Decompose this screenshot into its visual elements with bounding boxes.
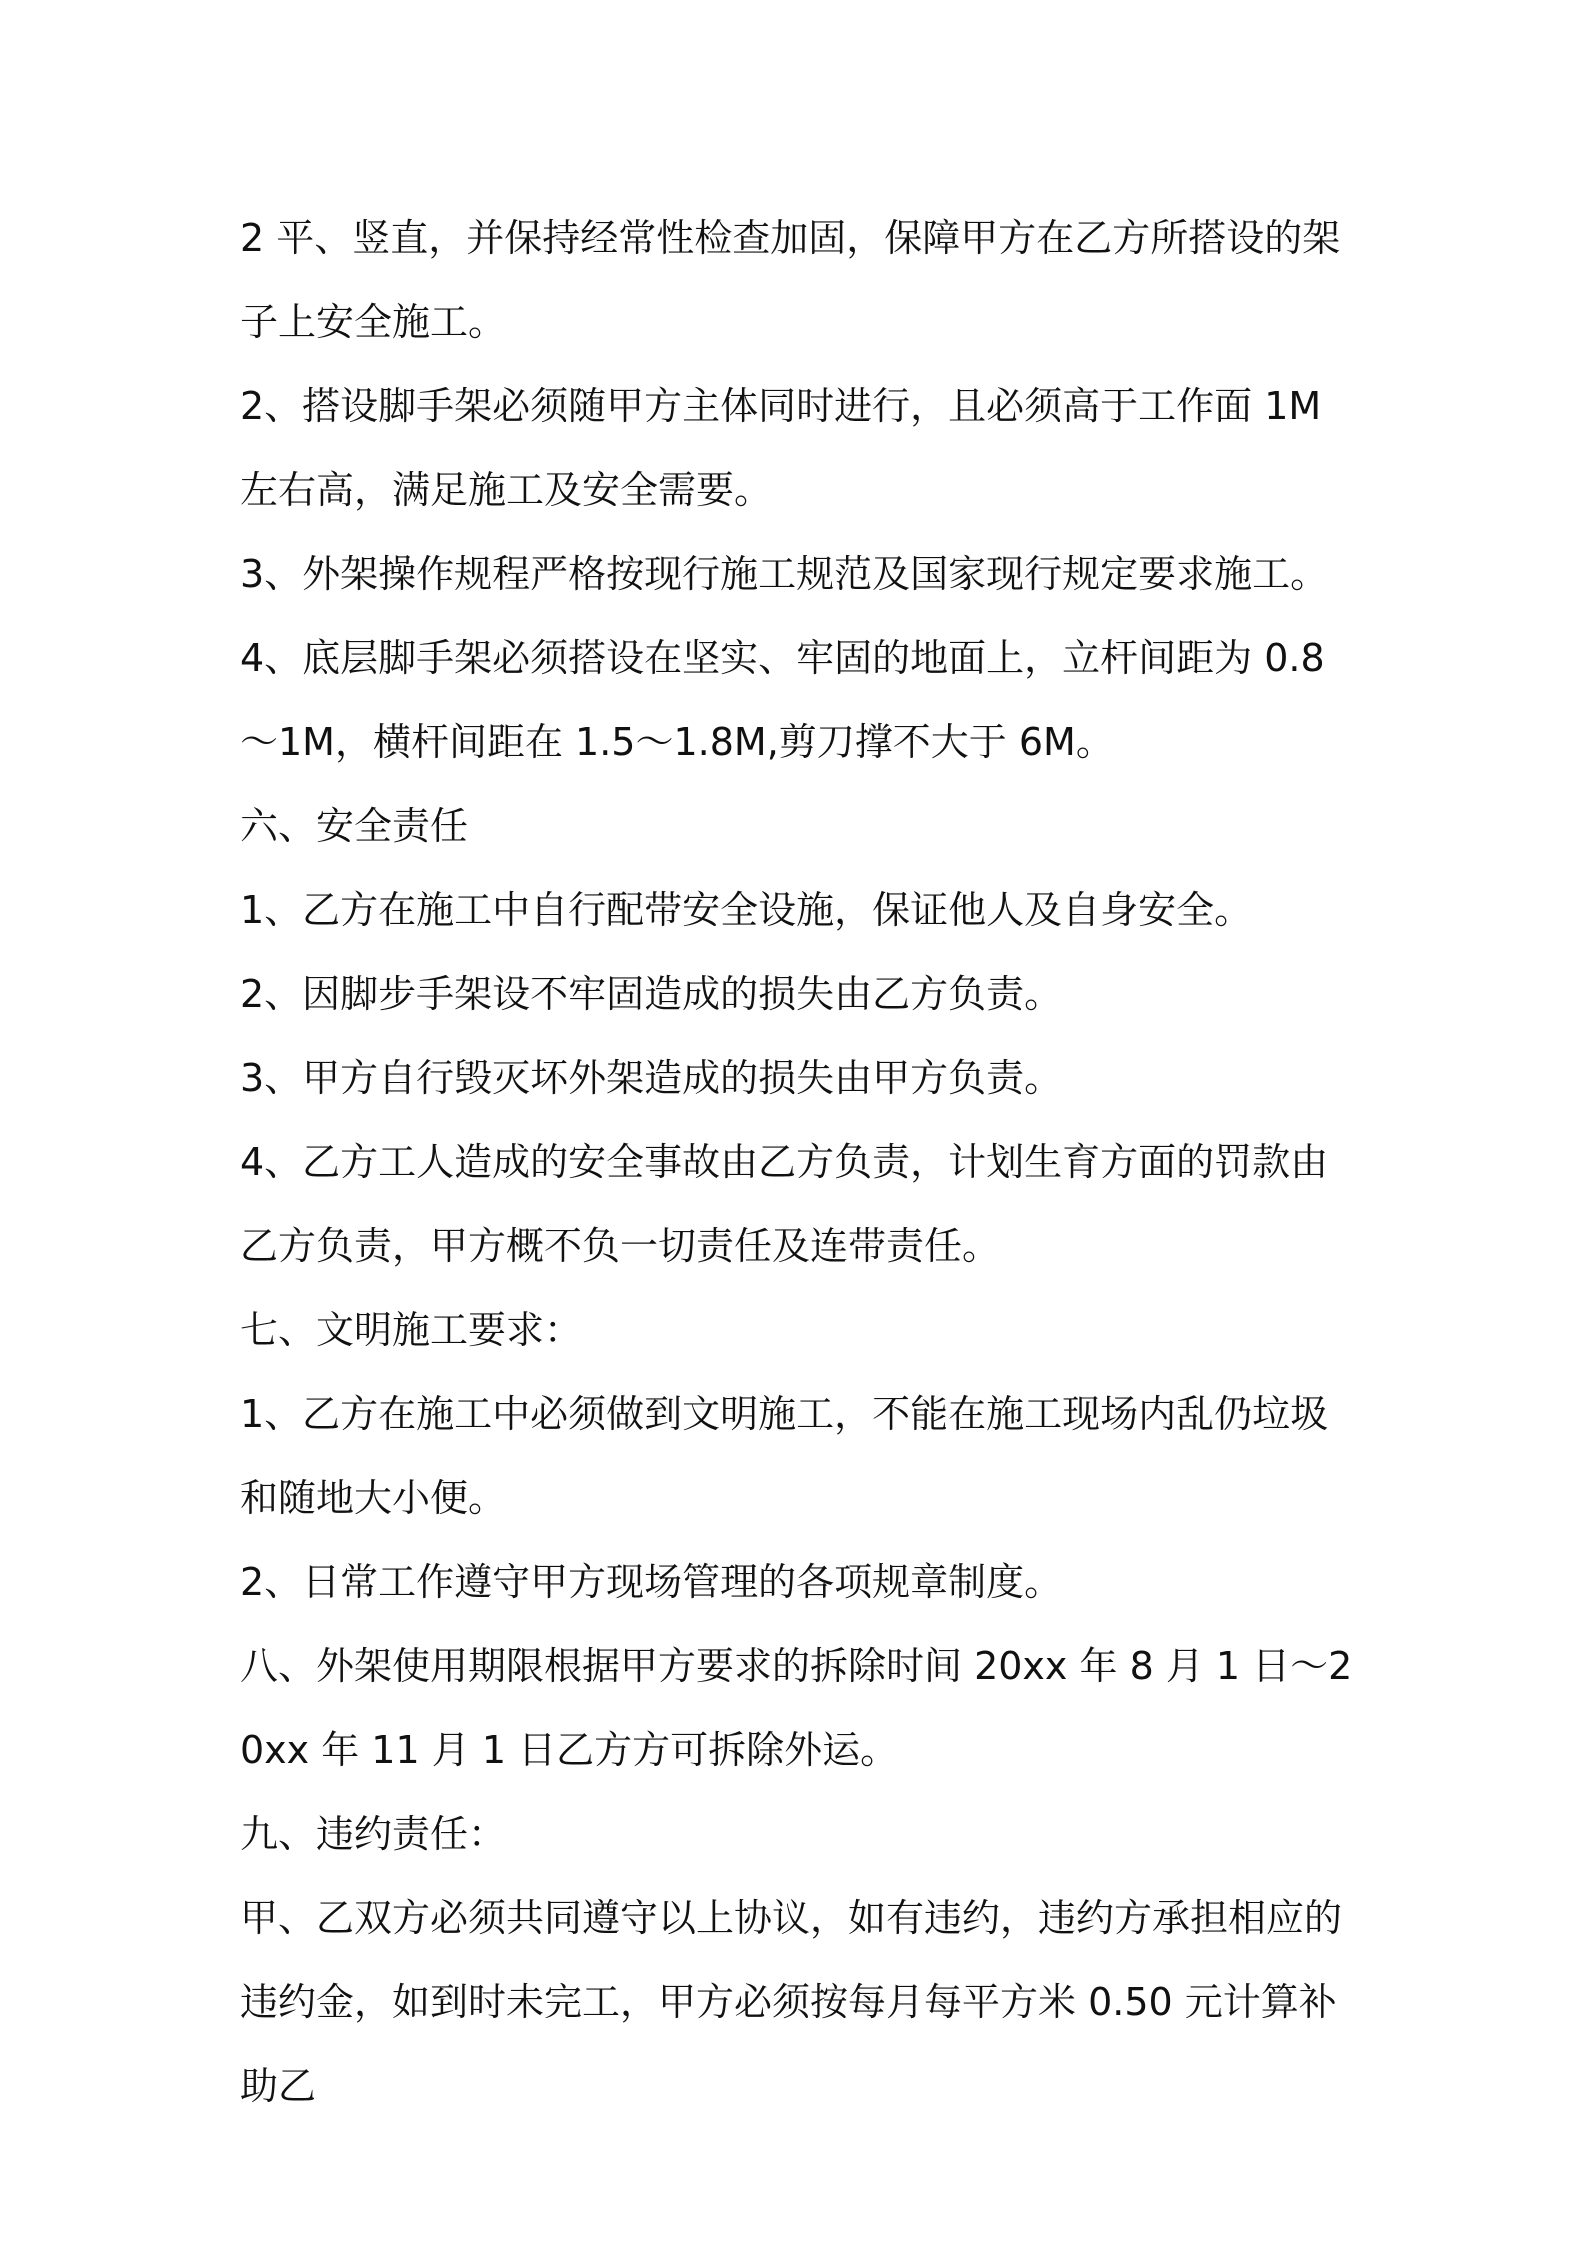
paragraph-breach-liability: 甲、乙双方必须共同遵守以上协议，如有违约，违约方承担相应的违约金，如到时未完工，甲方必须按每月每平方米 0.50 元计算补助乙	[240, 1896, 1343, 2108]
section-heading-breach-liability: 九、违约责任：	[240, 1812, 507, 1856]
paragraph-safety-2: 2、因脚步手架设不牢固造成的损失由乙方负责。	[240, 972, 1063, 1016]
paragraph-civilized-2: 2、日常工作遵守甲方现场管理的各项规章制度。	[240, 1560, 1063, 1604]
paragraph-safety-4: 4、乙方工人造成的安全事故由乙方负责，计划生育方面的罚款由乙方负责，甲方概不负一切责任及连带责任。	[240, 1140, 1329, 1268]
paragraph-item-4-pole-spacing: 4、底层脚手架必须搭设在坚实、牢固的地面上，立杆间距为 0.8～1M，横杆间距在 1.5～1.8M,剪刀撑不大于 6M。	[240, 636, 1325, 764]
paragraph-item-3-operating-rules: 3、外架操作规程严格按现行施工规范及国家现行规定要求施工。	[240, 552, 1329, 596]
section-heading-safety-responsibility: 六、安全责任	[240, 804, 469, 848]
paragraph-safety-1: 1、乙方在施工中自行配带安全设施，保证他人及自身安全。	[240, 888, 1253, 932]
document-body	[240, 196, 1360, 2128]
paragraph-civilized-1: 1、乙方在施工中必须做到文明施工，不能在施工现场内乱仍垃圾和随地大小便。	[240, 1392, 1329, 1520]
paragraph-item-2-scaffold-height: 2、搭设脚手架必须随甲方主体同时进行，且必须高于工作面 1M 左右高，满足施工及安全需要。	[240, 384, 1322, 512]
paragraph-safety-3: 3、甲方自行毁灭坏外架造成的损失由甲方负责。	[240, 1056, 1063, 1100]
section-usage-period: 八、外架使用期限根据甲方要求的拆除时间 20xx 年 8 月 1 日～20xx 年 11 月 1 日乙方方可拆除外运。	[240, 1644, 1353, 1772]
section-heading-civilized-construction: 七、文明施工要求：	[240, 1308, 583, 1352]
paragraph-scaffold-vertical: 2 平、竖直，并保持经常性检查加固，保障甲方在乙方所搭设的架子上安全施工。	[240, 216, 1341, 344]
